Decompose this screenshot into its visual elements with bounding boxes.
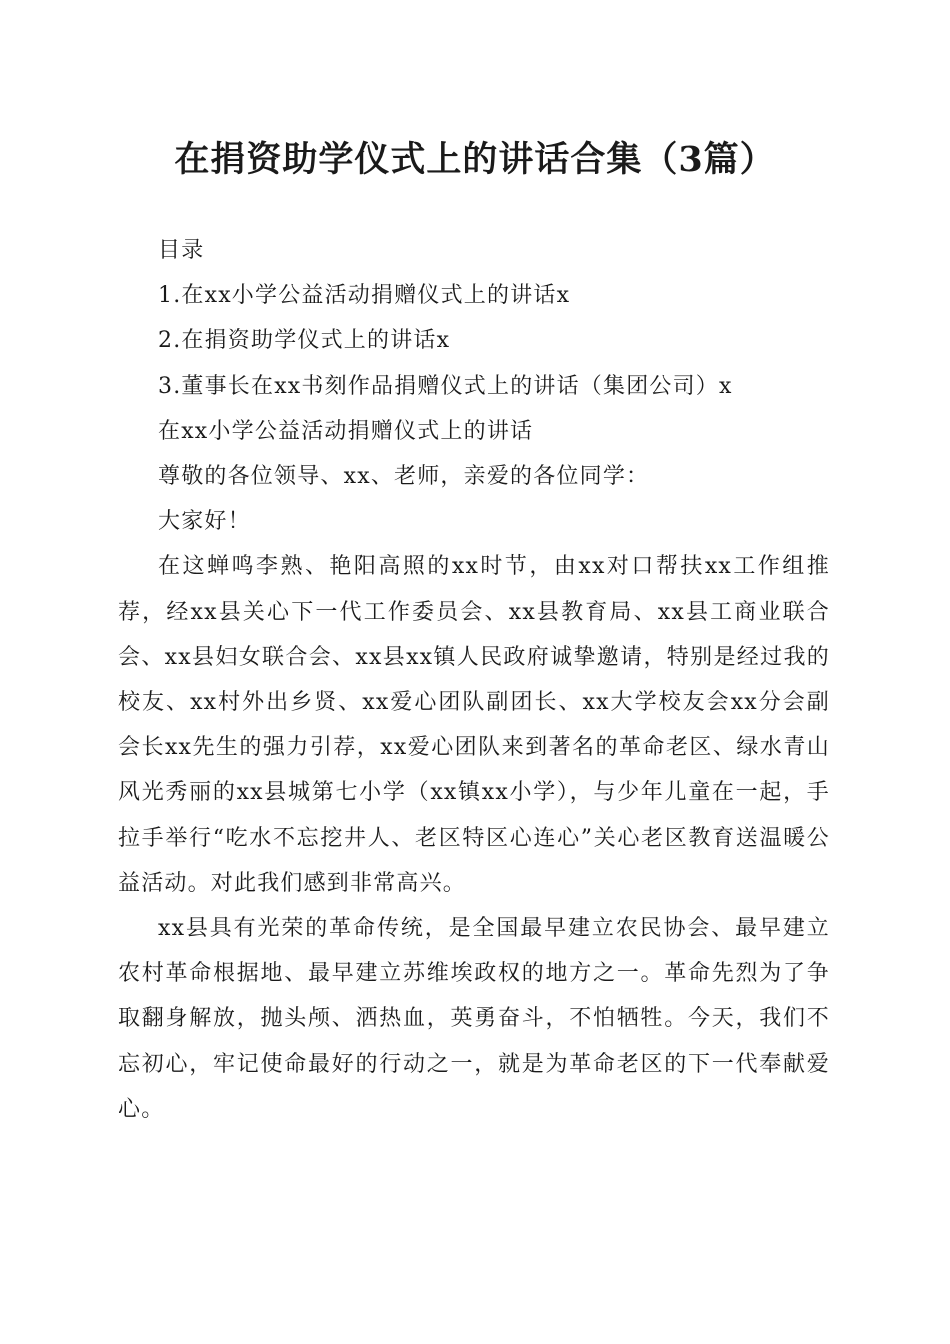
speech-heading: 在xx小学公益活动捐赠仪式上的讲话 <box>158 418 534 444</box>
document-title: 在捐资助学仪式上的讲话合集（3篇） <box>174 139 776 180</box>
toc-heading: 目录 <box>158 238 205 263</box>
speech-salutation: 尊敬的各位领导、xx、老师，亲爱的各位同学： <box>158 464 650 490</box>
document-body <box>118 228 830 1132</box>
toc-item-3: 3.董事长在xx书刻作品捐赠仪式上的讲话（集团公司）x <box>158 373 733 399</box>
toc-item-2: 2.在捐资助学仪式上的讲话x <box>158 328 451 354</box>
speech-paragraph-1: 在这蝉鸣李熟、艳阳高照的xx时节，由xx对口帮扶xx工作组推荐，经xx县关心下一代工作委员会、xx县教育局、xx县工商业联合会、xx县妇女联合会、xx县xx镇人民政府诚挚邀请，特别是经过我的校友、xx村外出乡贤、xx爱心团队副团长、xx大学校友会xx分会副会长xx先生的强力引荐，xx爱心团队来到著名的革命老区、绿水青山风光秀丽的xx县城第七小学（xx镇xx小学），与少年儿童在一起，手拉手举行“吃水不忘挖井人、老区特区心连心”关心老区教育送温暖公益活动。对此我们感到非常高兴。 <box>118 554 830 896</box>
speech-greeting: 大家好！ <box>158 509 251 535</box>
speech-paragraph-2: xx县具有光荣的革命传统，是全国最早建立农民协会、最早建立农村革命根据地、最早建立苏维埃政权的地方之一。革命先烈为了争取翻身解放，抛头颅、洒热血，英勇奋斗，不怕牺牲。今天，我们不忘初心，牢记使命最好的行动之一，就是为革命老区的下一代奉献爱心。 <box>118 916 830 1122</box>
toc-item-1: 1.在xx小学公益活动捐赠仪式上的讲话x <box>158 283 571 309</box>
